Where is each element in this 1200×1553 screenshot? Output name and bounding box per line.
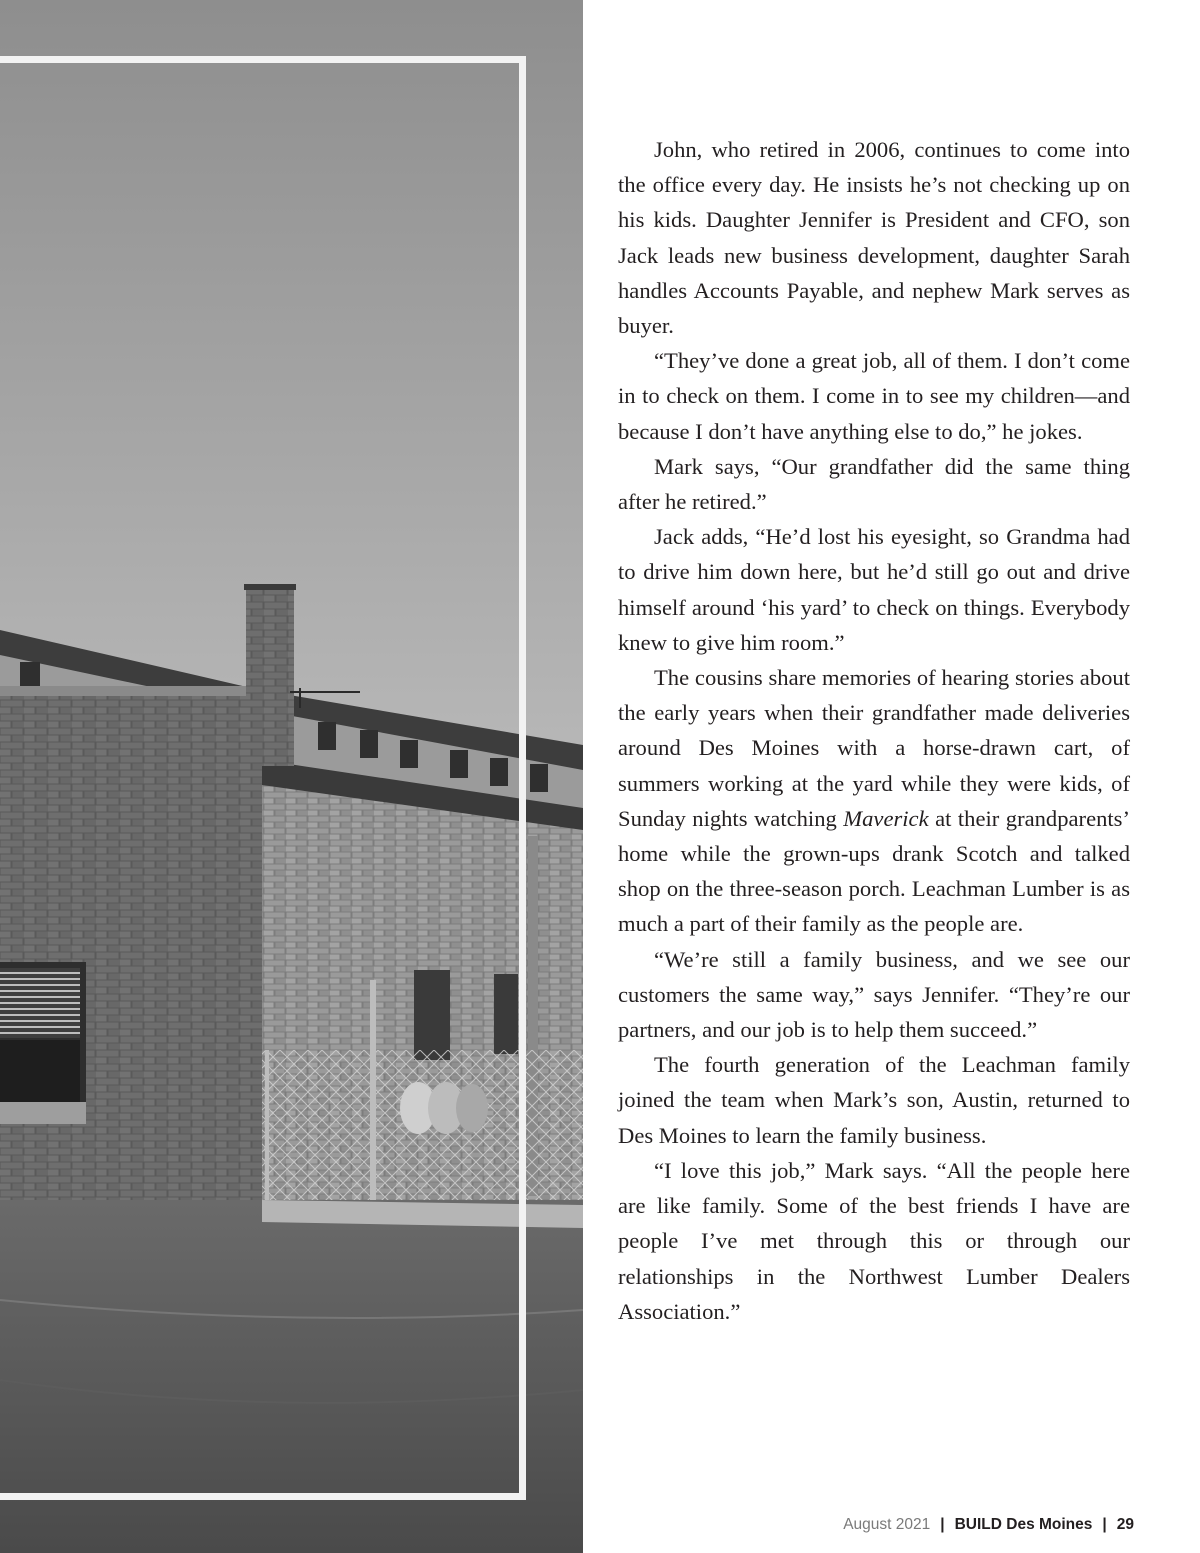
photo-lumberyard-building <box>0 0 583 1553</box>
issue-date: August 2021 <box>843 1516 931 1533</box>
page-number: 29 <box>1116 1516 1134 1533</box>
lumberyard-photo <box>0 0 583 1553</box>
article-body <box>618 132 1130 1329</box>
article-paragraph <box>618 660 1130 942</box>
article-text: The cousins share memories of hearing stories about the early years when their grandfather made deliveries around Des Moines with a horse-drawn cart, of summers working at the yard while they were kids, of Sunday nights watching <box>618 665 1130 831</box>
article-paragraph: Mark says, “Our grandfather did the same thing after he retired.” <box>618 453 1130 515</box>
show-title: Maverick <box>843 805 929 831</box>
article-paragraph: The fourth generation of the Leachman family joined the team when Mark’s son, Austin, returned to Des Moines to learn the family business. <box>618 1052 1130 1148</box>
article-paragraph: Jack adds, “He’d lost his eyesight, so Grandma had to drive him down here, but he’d still go out and drive himself around ‘his yard’ to check on things. Everybody knew to give him room.” <box>618 524 1130 655</box>
magazine-name: BUILD Des Moines <box>954 1516 1093 1533</box>
footer-separator: | <box>1102 1516 1107 1533</box>
article-paragraph: John, who retired in 2006, continues to come into the office every day. He insists he’s not checking up on his kids. Daughter Jennifer is President and CFO, son Jack leads new business development, daughter Sarah handles Accounts Payable, and nephew Mark serves as buyer. <box>618 137 1130 339</box>
article-text: at their grandparents’ home while the grown-ups drank Scotch and talked shop on the three-season porch. Leachman Lumber is as much a part of their family as the people are. <box>618 805 1130 937</box>
article-paragraph: “We’re still a family business, and we see our customers the same way,” says Jennifer. “They’re our partners, and our job is to help them succeed.” <box>618 946 1130 1043</box>
page-footer <box>843 1516 1134 1534</box>
article-paragraph: “They’ve done a great job, all of them. I don’t come in to check on them. I come in to see my children—and because I don’t have anything else to do,” he jokes. <box>618 348 1130 444</box>
article-paragraph: “I love this job,” Mark says. “All the people here are like family. Some of the best friends I have are people I’ve met through this or through our relationships in the Northwest Lumber Dealers Association.” <box>618 1157 1130 1324</box>
footer-separator: | <box>940 1516 945 1533</box>
